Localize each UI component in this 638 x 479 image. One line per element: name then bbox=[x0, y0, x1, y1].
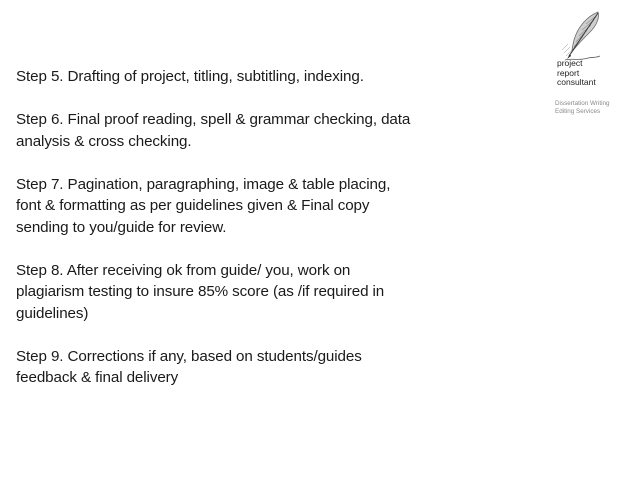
steps-list bbox=[16, 66, 416, 410]
brand-line: report bbox=[557, 67, 580, 78]
step-9: Step 9. Corrections if any, based on students/guides feedback & final delivery bbox=[16, 347, 362, 386]
brand-tagline bbox=[555, 100, 609, 116]
tagline-line: Dissertation Writing bbox=[555, 100, 610, 107]
quill-pen-icon bbox=[560, 10, 608, 62]
step-5: Step 5. Drafting of project, titling, subtitling, indexing. bbox=[16, 68, 364, 85]
brand-line: consultant bbox=[557, 77, 596, 87]
brand-logo bbox=[552, 10, 636, 128]
step-7: Step 7. Pagination, paragraphing, image & table placing, font & formatting as per guidelines given & Final copy sending to you/guide for review. bbox=[16, 175, 391, 236]
tagline-line: Editing Services bbox=[555, 108, 601, 115]
step-6: Step 6. Final proof reading, spell & grammar checking, data analysis & cross checking. bbox=[16, 111, 411, 150]
step-8: Step 8. After receiving ok from guide/ you, work on plagiarism testing to insure 85% score (as /if required in guidelines) bbox=[16, 261, 385, 322]
brand-line: project bbox=[557, 58, 583, 68]
brand-name bbox=[557, 59, 596, 88]
